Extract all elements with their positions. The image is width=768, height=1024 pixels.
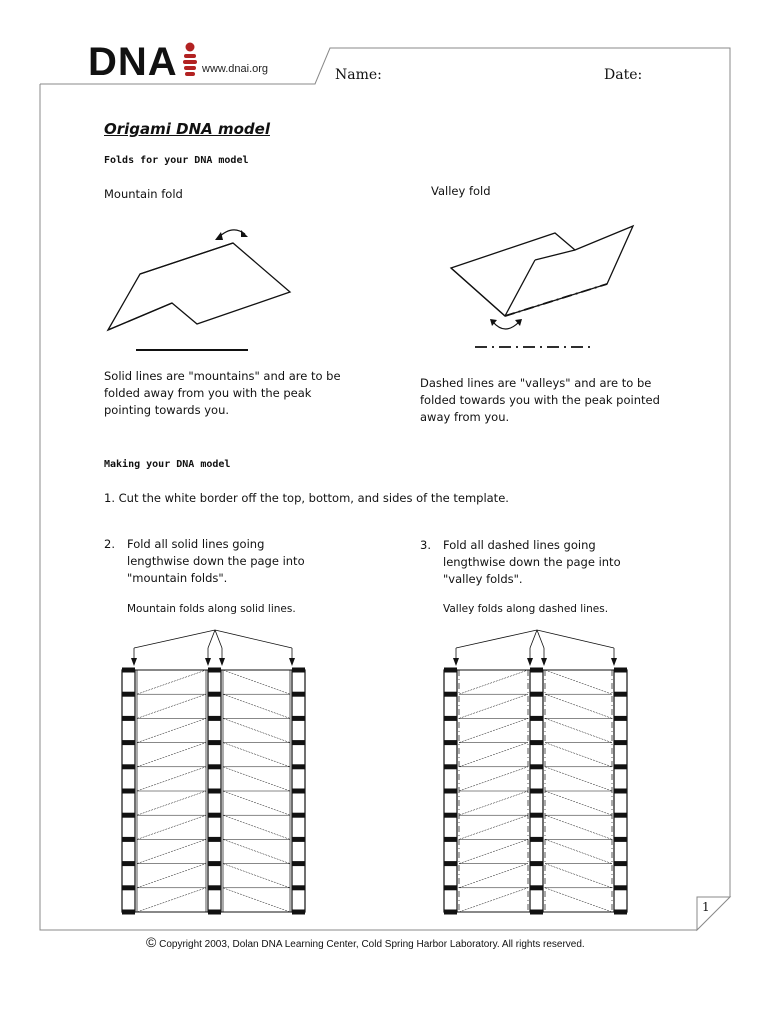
panel-diagonal bbox=[223, 888, 290, 912]
panel-diagonal bbox=[223, 694, 290, 718]
strip-rung bbox=[444, 813, 457, 818]
strip-rung bbox=[530, 789, 543, 794]
strip-rung bbox=[444, 837, 457, 842]
strip-rung bbox=[122, 692, 135, 697]
panel-diagonal bbox=[459, 767, 528, 791]
panel-diagonal bbox=[459, 815, 528, 839]
panel-diagonal bbox=[545, 791, 612, 815]
step-2-number: 2. bbox=[104, 537, 115, 551]
strip-rung bbox=[530, 740, 543, 745]
strip-rung bbox=[292, 910, 305, 915]
copyright-notice: © Copyright 2003, Dolan DNA Learning Center, Cold Spring Harbor Laboratory. All rights reserved. bbox=[146, 934, 585, 950]
panel-diagonal bbox=[137, 743, 206, 767]
strip-rung bbox=[530, 861, 543, 866]
strip-rung bbox=[614, 692, 627, 697]
valley-fold-label: Valley fold bbox=[431, 184, 491, 198]
strip-rung bbox=[122, 668, 135, 673]
strip-rung bbox=[444, 740, 457, 745]
strip-rung bbox=[208, 837, 221, 842]
fold-arrow-line bbox=[530, 630, 537, 648]
strip-rung bbox=[444, 716, 457, 721]
strip-rung bbox=[614, 740, 627, 745]
copyright-icon: © bbox=[146, 934, 157, 950]
date-label: Date: bbox=[604, 67, 643, 83]
making-heading: Making your DNA model bbox=[104, 459, 231, 470]
valley-fold-description: Dashed lines are "valleys" and are to be folded towards you with the peak pointed away from you. bbox=[420, 376, 660, 424]
strip-rung bbox=[614, 764, 627, 769]
page-number: 1 bbox=[702, 900, 710, 914]
mountain-fold-template bbox=[110, 622, 320, 918]
fold-arrow-line bbox=[134, 630, 215, 648]
strip-rung bbox=[122, 789, 135, 794]
panel-diagonal bbox=[545, 694, 612, 718]
panel-diagonal bbox=[137, 815, 206, 839]
strip-rung bbox=[122, 837, 135, 842]
step-3-number: 3. bbox=[420, 538, 431, 552]
panel-diagonal bbox=[137, 839, 206, 863]
strip-rung bbox=[444, 789, 457, 794]
step-2-caption: Mountain folds along solid lines. bbox=[127, 603, 296, 615]
panel-diagonal bbox=[137, 694, 206, 718]
strip-rung bbox=[208, 910, 221, 915]
strip-rung bbox=[122, 861, 135, 866]
name-label: Name: bbox=[335, 67, 382, 83]
strip-rung bbox=[530, 837, 543, 842]
panel-diagonal bbox=[545, 888, 612, 912]
panel-diagonal bbox=[459, 791, 528, 815]
strip-rung bbox=[530, 692, 543, 697]
fold-arrow-head bbox=[219, 658, 225, 666]
panel-diagonal bbox=[545, 670, 612, 694]
strip-rung bbox=[122, 764, 135, 769]
strip-rung bbox=[444, 861, 457, 866]
strip-rung bbox=[208, 813, 221, 818]
mountain-fold-label: Mountain fold bbox=[104, 187, 183, 201]
step-1: 1. Cut the white border off the top, bottom, and sides of the template. bbox=[104, 491, 509, 505]
fold-arrow-line bbox=[215, 630, 292, 648]
panel-diagonal bbox=[459, 670, 528, 694]
panel-diagonal bbox=[545, 815, 612, 839]
fold-arrow-head bbox=[205, 658, 211, 666]
folds-heading: Folds for your DNA model bbox=[104, 155, 249, 166]
mountain-fold-description: Solid lines are "mountains" and are to be folded away from you with the peak pointing towards you. bbox=[104, 369, 341, 417]
strip-rung bbox=[292, 716, 305, 721]
strip-rung bbox=[614, 789, 627, 794]
panel-diagonal bbox=[545, 864, 612, 888]
strip-rung bbox=[614, 716, 627, 721]
fold-arrow-head bbox=[541, 658, 547, 666]
valley-fold-diagram bbox=[445, 220, 645, 360]
strip-rung bbox=[444, 668, 457, 673]
strip-rung bbox=[292, 789, 305, 794]
panel-diagonal bbox=[223, 791, 290, 815]
strip-rung bbox=[208, 789, 221, 794]
panel-diagonal bbox=[545, 743, 612, 767]
strip-rung bbox=[122, 716, 135, 721]
fold-arrow-head bbox=[131, 658, 137, 666]
strip-rung bbox=[292, 885, 305, 890]
panel-diagonal bbox=[223, 839, 290, 863]
strip-rung bbox=[444, 764, 457, 769]
panel-diagonal bbox=[545, 839, 612, 863]
strip-rung bbox=[444, 692, 457, 697]
fold-arrow-head bbox=[453, 658, 459, 666]
fold-arrow-head bbox=[611, 658, 617, 666]
strip-rung bbox=[208, 716, 221, 721]
strip-rung bbox=[208, 885, 221, 890]
strip-rung bbox=[614, 837, 627, 842]
panel-diagonal bbox=[545, 767, 612, 791]
strip-rung bbox=[208, 861, 221, 866]
strip-rung bbox=[208, 764, 221, 769]
valley-fold-template bbox=[432, 622, 642, 918]
panel-diagonal bbox=[223, 864, 290, 888]
strip-rung bbox=[292, 740, 305, 745]
panel-diagonal bbox=[137, 718, 206, 742]
panel-diagonal bbox=[223, 743, 290, 767]
fold-arrow-line bbox=[456, 630, 537, 648]
strip-rung bbox=[122, 885, 135, 890]
strip-rung bbox=[614, 885, 627, 890]
strip-rung bbox=[530, 668, 543, 673]
logo-url: www.dnai.org bbox=[202, 63, 269, 75]
step-2-text: Fold all solid lines going lengthwise down the page into "mountain folds". bbox=[127, 537, 305, 585]
fold-arrow-line bbox=[537, 630, 614, 648]
strip-rung bbox=[122, 813, 135, 818]
panel-diagonal bbox=[223, 670, 290, 694]
strip-rung bbox=[292, 813, 305, 818]
strip-rung bbox=[292, 764, 305, 769]
panel-diagonal bbox=[223, 718, 290, 742]
dna-logo: DNA bbox=[88, 40, 178, 84]
panel-diagonal bbox=[459, 694, 528, 718]
logo-strand-icon bbox=[180, 42, 200, 78]
panel-diagonal bbox=[137, 767, 206, 791]
mountain-fold-diagram bbox=[100, 218, 300, 358]
fold-arrow-head bbox=[289, 658, 295, 666]
page-title: Origami DNA model bbox=[104, 120, 270, 138]
strip-rung bbox=[208, 740, 221, 745]
strip-rung bbox=[292, 668, 305, 673]
fold-arrow-line bbox=[215, 630, 222, 648]
strip-rung bbox=[614, 668, 627, 673]
panel-diagonal bbox=[223, 767, 290, 791]
panel-diagonal bbox=[459, 743, 528, 767]
step-3-caption: Valley folds along dashed lines. bbox=[443, 603, 609, 615]
strip-rung bbox=[292, 837, 305, 842]
strip-rung bbox=[444, 885, 457, 890]
strip-rung bbox=[292, 692, 305, 697]
strip-rung bbox=[292, 861, 305, 866]
panel-diagonal bbox=[223, 815, 290, 839]
panel-diagonal bbox=[459, 839, 528, 863]
panel-diagonal bbox=[459, 888, 528, 912]
strip-rung bbox=[530, 910, 543, 915]
panel-diagonal bbox=[459, 718, 528, 742]
panel-diagonal bbox=[545, 718, 612, 742]
fold-arrow-line bbox=[208, 630, 215, 648]
strip-rung bbox=[614, 861, 627, 866]
panel-diagonal bbox=[137, 670, 206, 694]
panel-diagonal bbox=[137, 864, 206, 888]
strip-rung bbox=[208, 692, 221, 697]
strip-rung bbox=[530, 764, 543, 769]
panel-diagonal bbox=[137, 791, 206, 815]
strip-rung bbox=[530, 885, 543, 890]
strip-rung bbox=[208, 668, 221, 673]
strip-rung bbox=[122, 740, 135, 745]
strip-rung bbox=[530, 716, 543, 721]
strip-rung bbox=[614, 910, 627, 915]
fold-arrow-line bbox=[537, 630, 544, 648]
strip-rung bbox=[122, 910, 135, 915]
fold-arrow-head bbox=[527, 658, 533, 666]
panel-diagonal bbox=[137, 888, 206, 912]
strip-rung bbox=[530, 813, 543, 818]
step-3-text: Fold all dashed lines going lengthwise down the page into "valley folds". bbox=[443, 538, 621, 586]
panel-diagonal bbox=[459, 864, 528, 888]
strip-rung bbox=[614, 813, 627, 818]
strip-rung bbox=[444, 910, 457, 915]
